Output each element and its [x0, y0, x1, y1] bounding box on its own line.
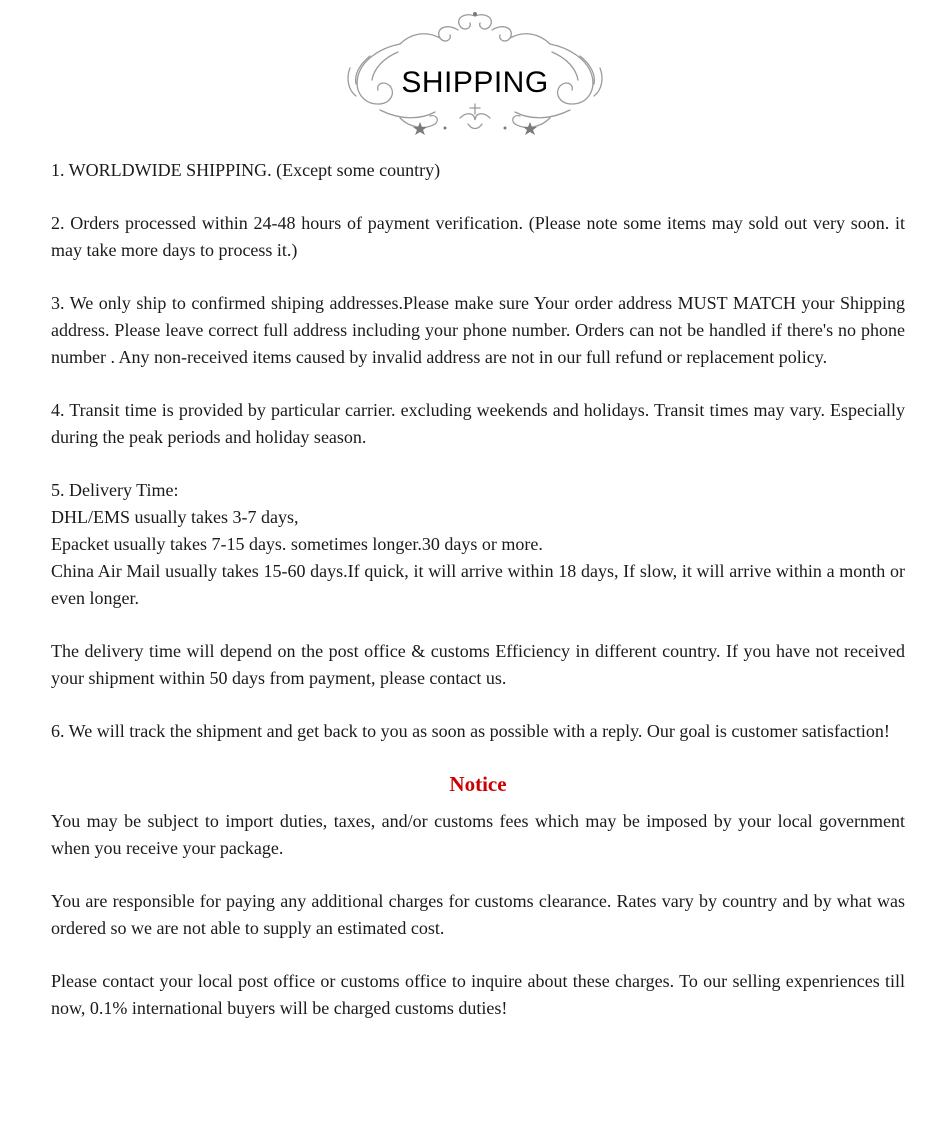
shipping-policy-content [51, 157, 905, 1048]
policy-item-1: 1. WORLDWIDE SHIPPING. (Except some country) [51, 160, 441, 180]
delivery-china-air-mail: China Air Mail usually takes 15-60 days.If quick, it will arrive within 18 days, If slow, it will arrive within a month or even longer. [51, 561, 905, 608]
policy-item-4: 4. Transit time is provided by particular carrier. excluding weekends and holidays. Transit times may vary. Especially during the peak periods and holiday season. [51, 400, 905, 447]
delivery-time-note: The delivery time will depend on the post office & customs Efficiency in different country. If you have not received your shipment within 50 days from payment, please contact us. [51, 641, 905, 688]
policy-item-5-delivery-time [51, 477, 905, 612]
policy-item-6: 6. We will track the shipment and get back to you as soon as possible with a reply. Our goal is customer satisfaction! [51, 721, 890, 741]
delivery-epacket: Epacket usually takes 7-15 days. sometimes longer.30 days or more. [51, 534, 543, 554]
notice-heading: Notice [449, 772, 507, 796]
notice-customs-charges: You are responsible for paying any additional charges for customs clearance. Rates vary by country and by what was ordered so we are not able to supply an estimated cost. [51, 891, 905, 938]
shipping-header [340, 8, 610, 138]
notice-contact-post-office: Please contact your local post office or customs office to inquire about these charges. To our selling expenriences till now, 0.1% international buyers will be charged customs duties! [51, 971, 905, 1018]
delivery-dhl-ems: DHL/EMS usually takes 3-7 days, [51, 507, 299, 527]
delivery-time-heading: 5. Delivery Time: [51, 480, 179, 500]
notice-import-duties: You may be subject to import duties, taxes, and/or customs fees which may be imposed by your local government when you receive your package. [51, 811, 905, 858]
policy-item-3: 3. We only ship to confirmed shiping addresses.Please make sure Your order address MUST MATCH your Shipping address. Please leave correct full address including your phone number. Orders can not be handled if there's no phone number . Any non-received items caused by invalid address are not in our full refund or replacement policy. [51, 293, 905, 367]
policy-item-2: 2. Orders processed within 24-48 hours of payment verification. (Please note some items may sold out very soon. it may take more days to process it.) [51, 213, 905, 260]
page-title: SHIPPING [401, 66, 549, 99]
